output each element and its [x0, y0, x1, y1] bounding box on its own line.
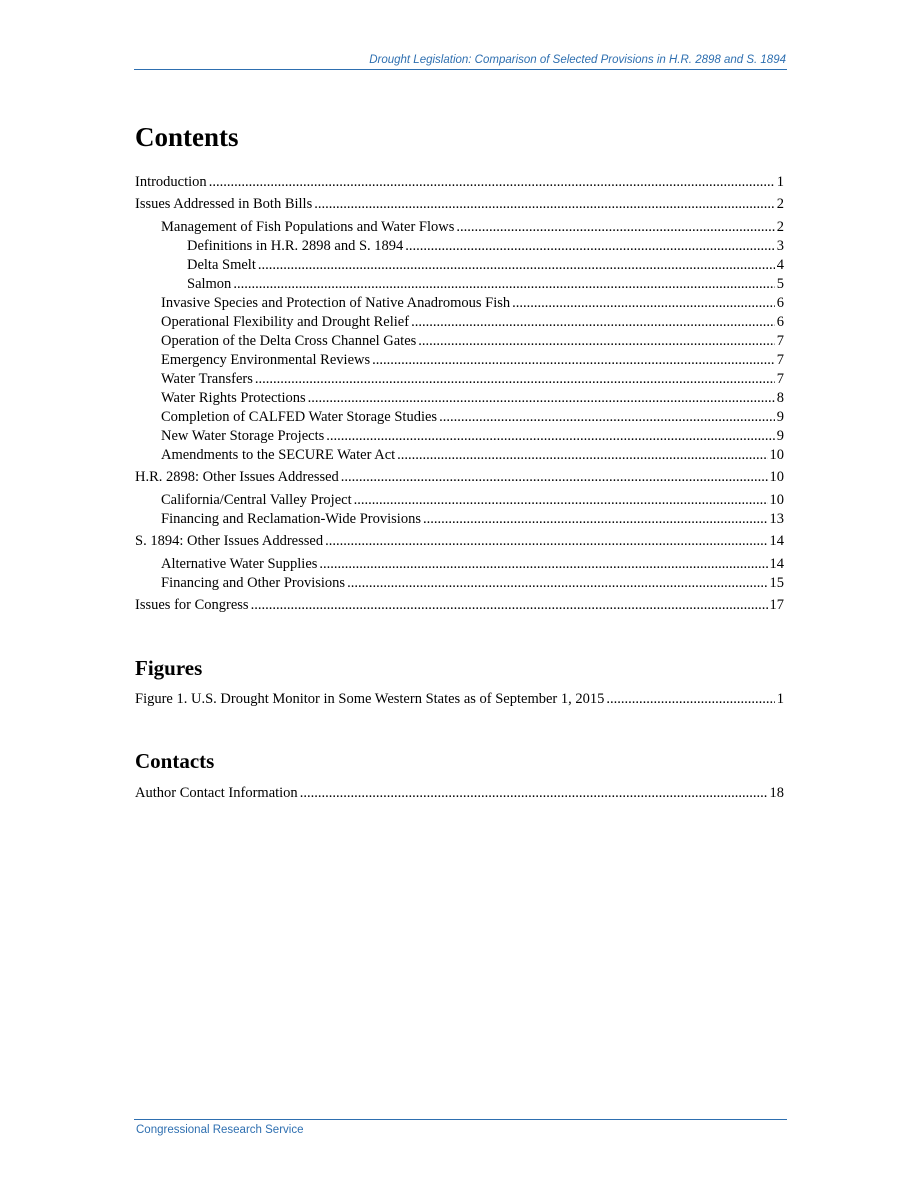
toc-entry[interactable] [135, 427, 784, 446]
toc-entry-label: Financing and Reclamation-Wide Provisions [161, 511, 421, 527]
toc-entry[interactable] [135, 173, 784, 192]
contacts-heading: Contacts [135, 749, 215, 773]
toc-entry[interactable] [135, 468, 784, 487]
toc-entry-page: 9 [776, 409, 784, 425]
toc-entry-page: 1 [776, 174, 784, 190]
toc-entry[interactable] [135, 313, 784, 332]
toc-entry-label: H.R. 2898: Other Issues Addressed [135, 469, 339, 485]
toc-entry[interactable] [135, 370, 784, 389]
dot-leader [372, 351, 775, 370]
toc-entry-label: Author Contact Information [135, 785, 298, 801]
toc-entry-label: Water Rights Protections [161, 390, 306, 406]
dot-leader [512, 294, 775, 313]
toc-entry[interactable] [135, 237, 784, 256]
dot-leader [308, 389, 775, 408]
toc-entry-page: 14 [769, 533, 784, 549]
toc-entry-page: 15 [769, 575, 784, 591]
toc-entry[interactable] [135, 408, 784, 427]
toc-entry-label: Introduction [135, 174, 207, 190]
dot-leader [325, 532, 767, 551]
dot-leader [606, 690, 774, 709]
footer-organization: Congressional Research Service [136, 1124, 304, 1136]
toc-entry-page: 10 [769, 492, 784, 508]
toc-entry[interactable] [135, 351, 784, 370]
toc-entry-label: Operation of the Delta Cross Channel Gates [161, 333, 417, 349]
toc-entry-page: 7 [776, 371, 784, 387]
toc-entry[interactable] [135, 389, 784, 408]
dot-leader [258, 256, 775, 275]
dot-leader [233, 275, 774, 294]
toc-entry-page: 17 [769, 597, 784, 613]
dot-leader [319, 555, 767, 574]
toc-entry-page: 4 [776, 257, 784, 273]
toc-entry-label: Invasive Species and Protection of Native Anadromous Fish [161, 295, 511, 311]
dot-leader [439, 408, 775, 427]
toc-entry[interactable] [135, 332, 784, 351]
toc-entry-page: 8 [776, 390, 784, 406]
toc-entry-label: Operational Flexibility and Drought Relief [161, 314, 410, 330]
toc-entry-label: S. 1894: Other Issues Addressed [135, 533, 324, 549]
dot-leader [397, 446, 767, 465]
toc-entry-page: 10 [769, 469, 784, 485]
toc-entry-page: 13 [769, 511, 784, 527]
dot-leader [255, 370, 775, 389]
toc-entry-label: Issues for Congress [135, 597, 249, 613]
toc-entry[interactable] [135, 275, 784, 294]
dot-leader [354, 491, 768, 510]
toc-entry[interactable] [135, 574, 784, 593]
toc-entry-page: 6 [776, 295, 784, 311]
toc-entry-label: Emergency Environmental Reviews [161, 352, 371, 368]
toc-entry[interactable] [135, 596, 784, 615]
toc-entry-label: Delta Smelt [187, 257, 256, 273]
toc-entry[interactable] [135, 195, 784, 214]
toc-entry-page: 2 [776, 219, 784, 235]
page-header [134, 53, 787, 70]
toc-entry-label: Management of Fish Populations and Water Flows [161, 219, 455, 235]
dot-leader [209, 173, 775, 192]
page-footer [134, 1119, 787, 1136]
toc-entry-label: Amendments to the SECURE Water Act [161, 447, 396, 463]
dot-leader [405, 237, 774, 256]
toc-entry-label: Financing and Other Provisions [161, 575, 346, 591]
toc-entry-page: 18 [769, 785, 784, 801]
contents-heading: Contents [135, 122, 239, 152]
toc-entry-label: Alternative Water Supplies [161, 556, 318, 572]
toc-entry-label: Completion of CALFED Water Storage Studies [161, 409, 438, 425]
toc-entry-page: 1 [776, 691, 784, 707]
toc-entry[interactable] [135, 510, 784, 529]
toc-entry[interactable] [135, 532, 784, 551]
dot-leader [300, 784, 768, 803]
dot-leader [423, 510, 768, 529]
toc-entry-label: Water Transfers [161, 371, 253, 387]
toc-entry-page: 9 [776, 428, 784, 444]
toc-entry-label: California/Central Valley Project [161, 492, 352, 508]
toc-entry-page: 14 [769, 556, 784, 572]
dot-leader [251, 596, 768, 615]
toc-entry-page: 2 [776, 196, 784, 212]
toc-entry[interactable] [135, 446, 784, 465]
toc-entry[interactable] [135, 256, 784, 275]
dot-leader [456, 218, 774, 237]
toc-entry-page: 6 [776, 314, 784, 330]
dot-leader [411, 313, 775, 332]
toc-entry-page: 7 [776, 352, 784, 368]
toc-entry[interactable] [135, 491, 784, 510]
toc-entry[interactable] [135, 294, 784, 313]
toc-entry-label: Definitions in H.R. 2898 and S. 1894 [187, 238, 404, 254]
figures-heading: Figures [135, 656, 203, 680]
dot-leader [341, 468, 768, 487]
toc-entry[interactable] [135, 784, 784, 803]
toc-entry-label: Figure 1. U.S. Drought Monitor in Some Western States as of September 1, 2015 [135, 691, 605, 707]
toc-entry-page: 5 [776, 276, 784, 292]
toc-entry[interactable] [135, 690, 784, 709]
dot-leader [314, 195, 775, 214]
toc-entry-page: 10 [769, 447, 784, 463]
toc-entry-label: Salmon [187, 276, 232, 292]
toc-entry[interactable] [135, 555, 784, 574]
toc-entry-label: Issues Addressed in Both Bills [135, 196, 313, 212]
toc-entry[interactable] [135, 218, 784, 237]
dot-leader [418, 332, 774, 351]
toc-entry-page: 7 [776, 333, 784, 349]
toc-entry-label: New Water Storage Projects [161, 428, 325, 444]
toc-entry-page: 3 [776, 238, 784, 254]
dot-leader [326, 427, 774, 446]
dot-leader [347, 574, 767, 593]
running-title: Drought Legislation: Comparison of Selected Provisions in H.R. 2898 and S. 1894 [369, 54, 786, 66]
